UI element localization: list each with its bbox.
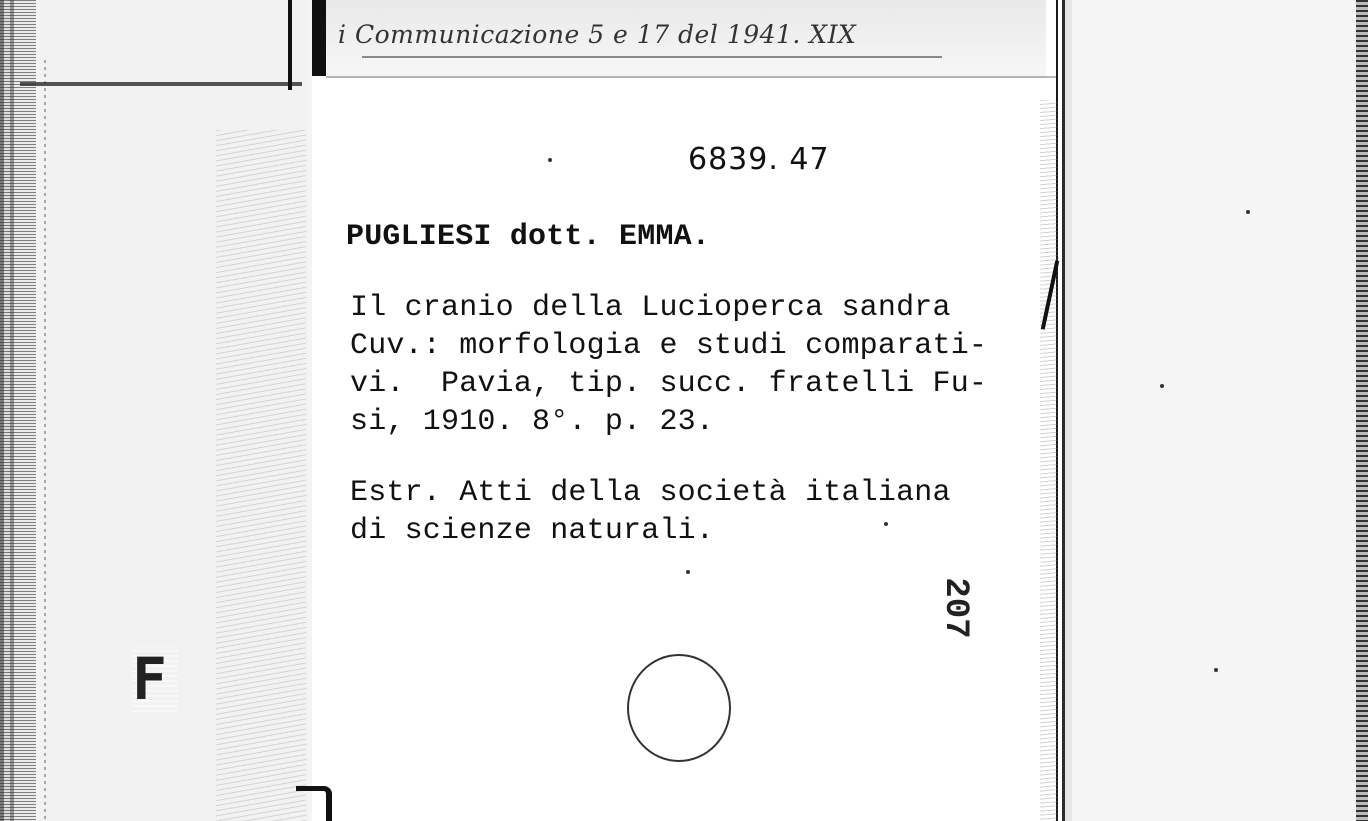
title-line: Cuv.: morfologia e studi comparati- <box>350 329 988 363</box>
scan-dot <box>884 522 888 526</box>
margin-f-mark: F <box>132 646 178 712</box>
vertical-stamp-number: 207 <box>936 577 974 639</box>
card-punch-hole <box>627 654 731 762</box>
shelfmark-number: 6839. 47 <box>688 142 830 177</box>
title-line: si, 1910. 8°. p. 23. <box>350 405 715 439</box>
author-heading: PUGLIESI dott. EMMA. <box>346 220 711 254</box>
scan-dot <box>1160 384 1164 388</box>
handwritten-underline <box>362 56 942 58</box>
previous-card-top-rule <box>20 82 302 86</box>
card-left-edge <box>312 0 326 76</box>
title-line: vi. Pavia, tip. succ. fratelli Fu- <box>350 367 988 401</box>
scan-dot <box>1214 668 1218 672</box>
scan-dot <box>686 570 690 574</box>
binding-dotted-line <box>44 60 46 821</box>
card-right-edge <box>1058 0 1072 821</box>
scan-dot <box>548 158 552 162</box>
note-line: di scienze naturali. <box>350 514 715 548</box>
right-binding-edge <box>1356 0 1368 821</box>
scan-dot <box>1246 210 1250 214</box>
card-header-line <box>326 76 1056 78</box>
scan-speckle-left <box>216 130 306 821</box>
handwritten-header-note: i Communicazione 5 e 17 del 1941. XIX <box>338 20 857 49</box>
note-line: Estr. Atti della società italiana <box>350 476 951 510</box>
previous-card-edge <box>288 0 292 90</box>
title-line: Il cranio della Lucioperca sandra <box>350 291 951 325</box>
bottom-corner-mark <box>296 786 332 821</box>
next-card-margin <box>1072 0 1368 821</box>
left-binding-edge <box>0 0 36 821</box>
